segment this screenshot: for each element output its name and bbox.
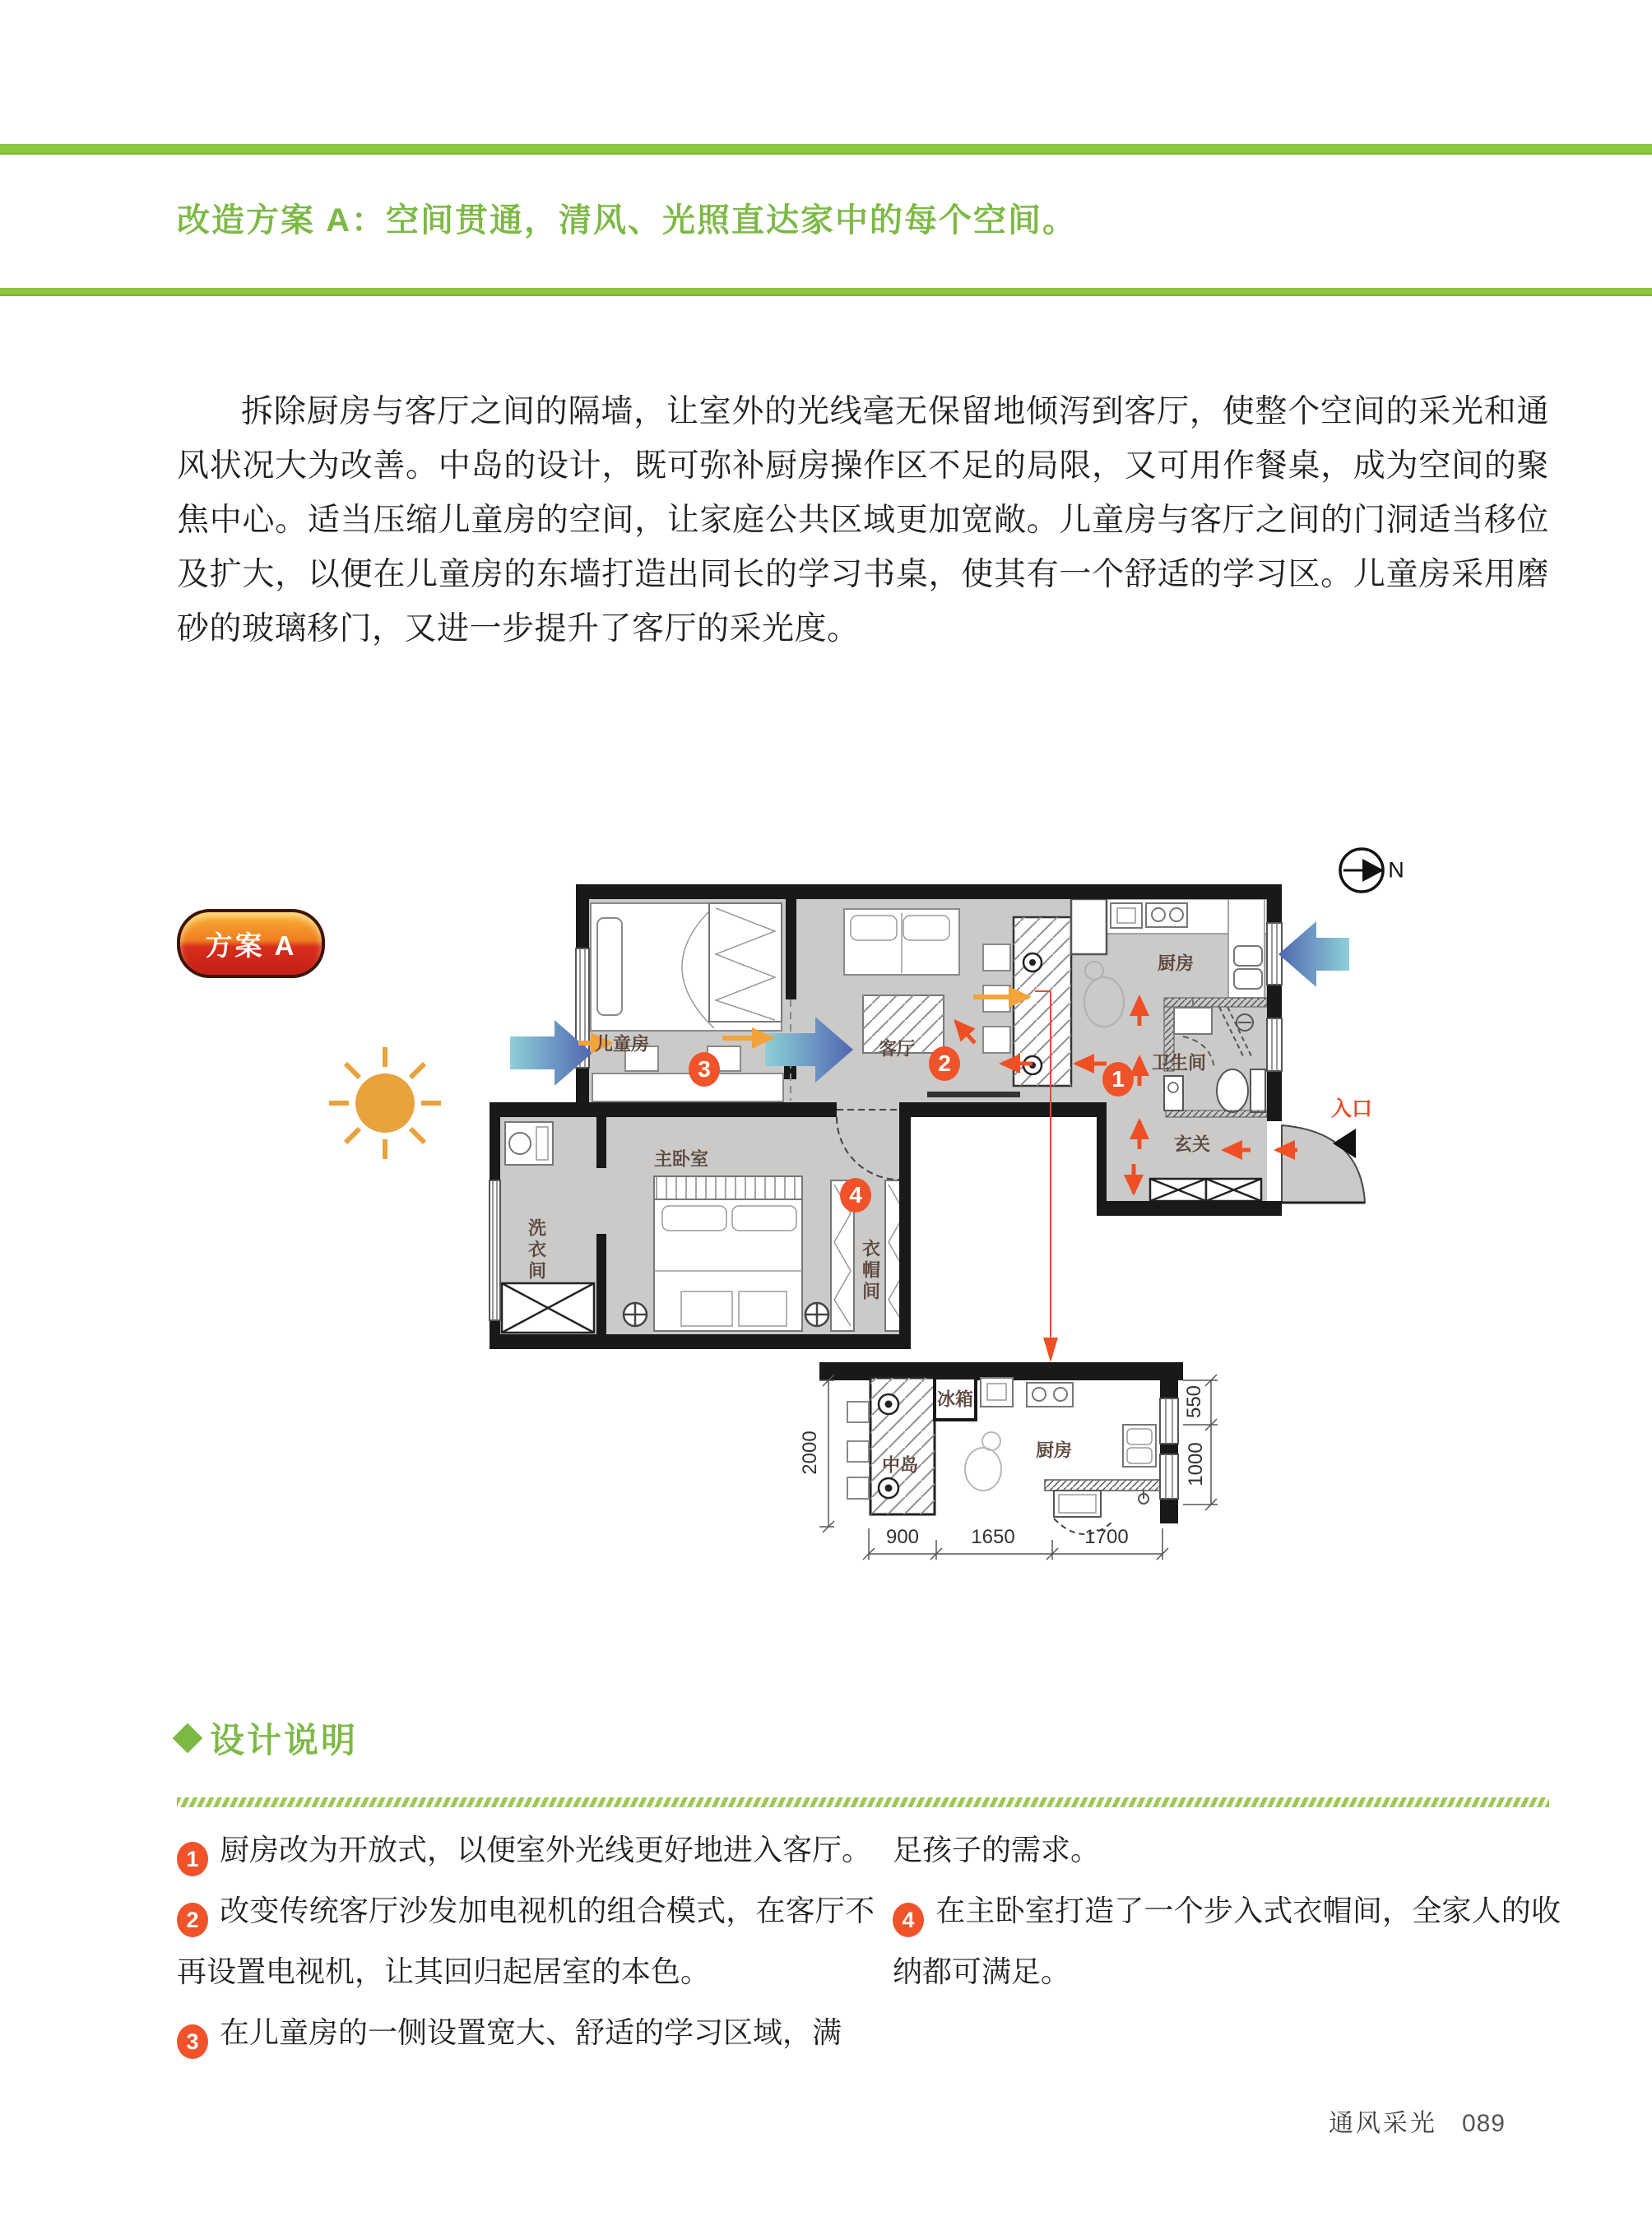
dim-1700: 1700: [1084, 1526, 1129, 1548]
detail-label-kitchen: 厨房: [1035, 1440, 1073, 1461]
room-label-kitchen: 厨房: [1157, 953, 1195, 974]
dim-550: 550: [1183, 1384, 1205, 1419]
plan-a-badge-label: 方案 A: [205, 930, 297, 961]
footer-section: 通风采光: [1328, 2110, 1437, 2137]
note-number-2: 2: [177, 1903, 208, 1937]
diamond-icon: [173, 1723, 203, 1754]
room-label-closet: 衣帽间: [860, 1239, 881, 1303]
note-item-2: 2 改变传统客厅沙发加电视机的组合模式，在客厅不再设置电视机，让其回归起居室的本色。: [177, 1894, 875, 1988]
dim-2000: 2000: [799, 1430, 821, 1475]
note-number-1: 1: [177, 1842, 208, 1876]
intro-paragraph: 拆除厨房与客厅之间的隔墙，让室外的光线毫无保留地倾泻到客厅，使整个空间的采光和通风状况大为改善。中岛的设计，既可弥补厨房操作区不足的局限，又可用作餐桌，成为空间的聚焦中心。适当压缩儿童房的空间，让家庭公共区域更加宽敞。儿童房与客厅之间的门洞适当移位及扩大，以便在儿童房的东墙打造出同长的学习书桌，使其有一个舒适的学习区。儿童房采用磨砂的玻璃移门，又进一步提升了客厅的采光度。: [177, 394, 1549, 647]
note-number-4: 4: [893, 1903, 924, 1937]
room-label-bath: 卫生间: [1151, 1052, 1207, 1073]
dim-900: 900: [885, 1526, 920, 1548]
plan-marker-3: 3: [689, 1052, 720, 1087]
header-rule-bottom: [0, 288, 1652, 296]
room-label-master: 主卧室: [653, 1148, 709, 1170]
room-label-laundry: 洗衣间: [526, 1218, 547, 1282]
detail-label-island: 中岛: [881, 1454, 919, 1476]
dim-1000: 1000: [1185, 1442, 1207, 1486]
note-number-3: 3: [177, 2024, 208, 2059]
note-item-3: 3 在儿童房的一侧设置宽大、舒适的学习区域，满: [177, 2002, 875, 2063]
dim-1650: 1650: [971, 1526, 1015, 1548]
header-rule-top: [0, 144, 1652, 155]
entrance-label: 入口: [1330, 1098, 1373, 1120]
notes-column-left: [177, 1820, 875, 2063]
sun-icon: [327, 1046, 443, 1161]
north-label: N: [1388, 857, 1404, 883]
hatched-divider: [177, 1797, 1549, 1807]
detail-label-fridge: 冰箱: [936, 1389, 974, 1410]
room-label-hall: 玄关: [1173, 1134, 1211, 1155]
notes-column-right: [893, 1820, 1561, 2002]
plan-marker-1: 1: [1102, 1062, 1134, 1097]
floor-plan: [444, 814, 1399, 1637]
note-item-1: 1 厨房改为开放式，以便室外光线更好地进入客厅。: [177, 1820, 875, 1880]
plan-marker-2: 2: [929, 1046, 960, 1081]
room-label-children: 儿童房: [594, 1033, 650, 1055]
room-label-living: 客厅: [878, 1038, 916, 1060]
page-title: 改造方案 A：空间贯通，清风、光照直达家中的每个空间。: [177, 202, 1077, 239]
note-item-4: 4 在主卧室打造了一个步入式衣帽间，全家人的收纳都可满足。: [893, 1894, 1561, 1988]
plan-marker-4: 4: [840, 1178, 871, 1213]
note-item-3-continued: 足孩子的需求。: [893, 1833, 1101, 1866]
page-footer: [1329, 2103, 1506, 2139]
footer-page-number: 089: [1461, 2110, 1506, 2137]
plan-a-badge: [177, 909, 325, 978]
design-notes-heading: 设计说明: [177, 1713, 358, 1763]
